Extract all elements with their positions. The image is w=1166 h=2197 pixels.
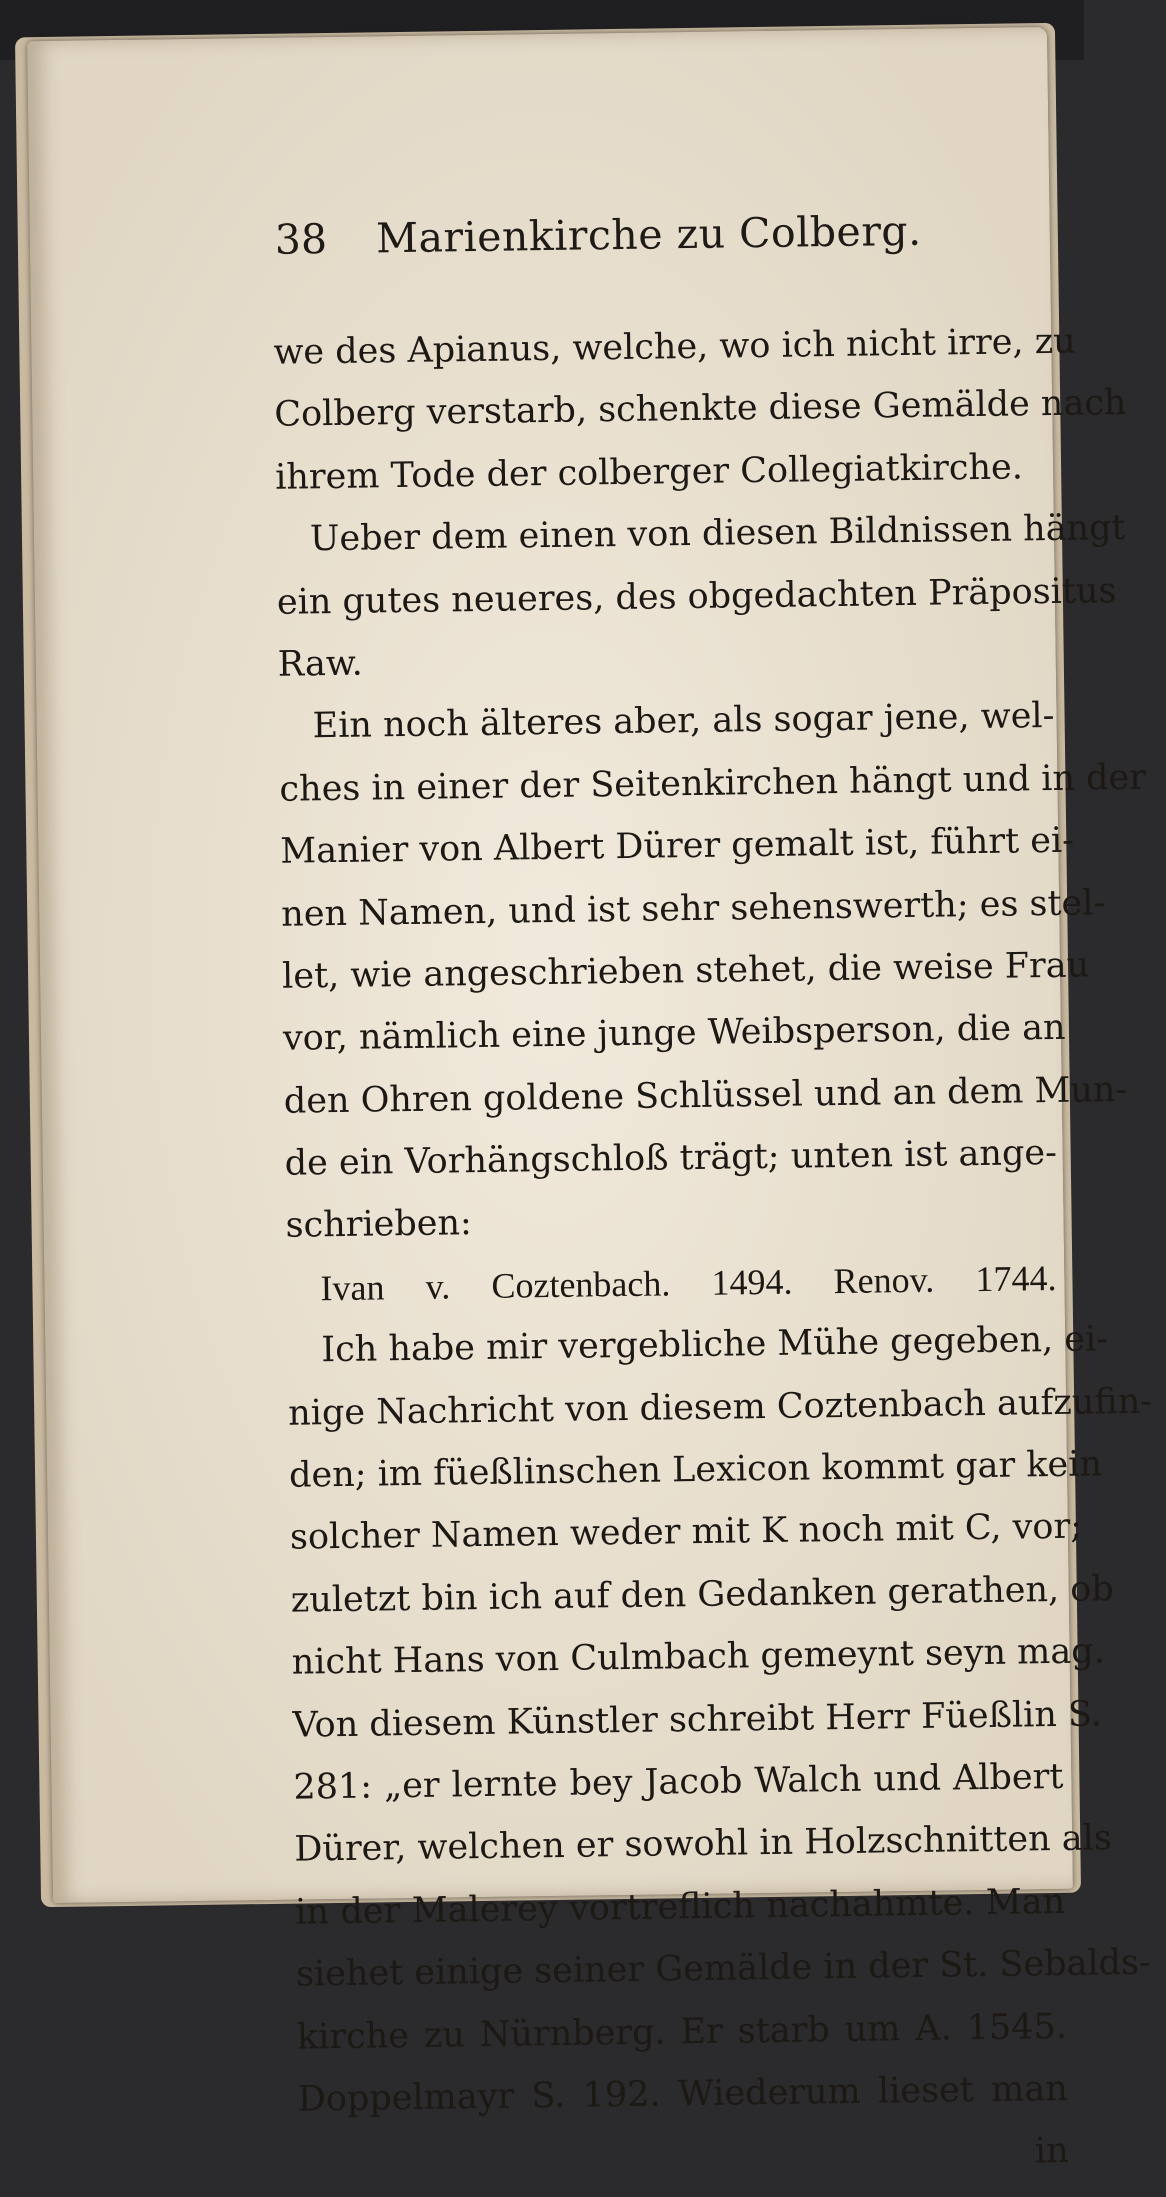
text-line: 281: „er lernte bey Jacob Walch und Albert xyxy=(293,1756,1064,1808)
text-line: siehet einige seiner Gemälde in der St. Sebalds- xyxy=(295,1942,1152,1995)
text-line: ches in einer der Seitenkirchen hängt und in der xyxy=(279,757,1147,810)
text-line: Ein noch älteres aber, als sogar jene, wel- xyxy=(312,696,1055,747)
text-line: Von diesem Künstler schreibt Herr Füeßlin S. xyxy=(292,1693,1103,1746)
text-line: Ich habe mir vergebliche Mühe gegeben, ei- xyxy=(321,1319,1109,1371)
text-line: ein gutes neueres, des obgedachten Präpositus xyxy=(276,570,1117,623)
text-line: de ein Vorhängschloß trägt; unten ist ange- xyxy=(284,1133,1058,1184)
text-line: ihrem Tode der colberger Collegiatkirche. xyxy=(274,447,1024,498)
book-page xyxy=(27,27,1153,2172)
text-line: den Ohren goldene Schlüssel und an dem Mun- xyxy=(283,1069,1128,1122)
page-header xyxy=(275,207,922,264)
text-line: Raw. xyxy=(277,643,364,685)
text-line: vor, nämlich eine junge Weibsperson, die an xyxy=(282,1008,1066,1060)
text-line: solcher Namen weder mit K noch mit C, vor; xyxy=(289,1507,1083,1559)
text-line: in der Malerey vortreflich nachahmte. Man xyxy=(294,1881,1066,1933)
running-title: Marienkirche zu Colberg. xyxy=(375,206,922,263)
text-line: nen Namen, und ist sehr sehenswerth; es stel- xyxy=(280,882,1106,935)
text-line: Colberg verstarb, schenkte diese Gemälde nach xyxy=(274,383,1127,436)
text-line: Dürer, welchen er sowohl in Holzschnitten als xyxy=(294,1818,1113,1871)
text-line: kirche zu Nürnberg. Er starb um A. 1545. xyxy=(296,2006,1068,2058)
text-line: schrieben: xyxy=(285,1203,473,1247)
text-line: zuletzt bin ich auf den Gedanken gerathen, ob xyxy=(290,1569,1115,1621)
body-text xyxy=(273,311,1153,2193)
text-line: Doppelmayr S. 192. Wiederum lieset man xyxy=(297,2068,1069,2120)
text-line: let, wie angeschrieben stehet, die weise Frau xyxy=(281,945,1090,997)
text-line: we des Apianus, welche, wo ich nicht irre, zu xyxy=(273,321,1076,373)
text-line: nige Nachricht von diesem Coztenbach aufzufin- xyxy=(287,1381,1153,1434)
text-line-inscription: Ivan v. Coztenbach. 1494. Renov. 1744. xyxy=(320,1257,1057,1309)
catchword: in xyxy=(1034,2131,1069,2172)
text-line: den; im füeßlinschen Lexicon kommt gar kein xyxy=(288,1444,1103,1496)
page-number: 38 xyxy=(274,215,328,264)
text-line: Manier von Albert Dürer gemalt ist, führt ei- xyxy=(280,820,1075,872)
text-line: Ueber dem einen von diesen Bildnissen hängt xyxy=(309,508,1126,560)
text-line: nicht Hans von Culmbach gemeynt seyn mag. xyxy=(291,1631,1105,1683)
